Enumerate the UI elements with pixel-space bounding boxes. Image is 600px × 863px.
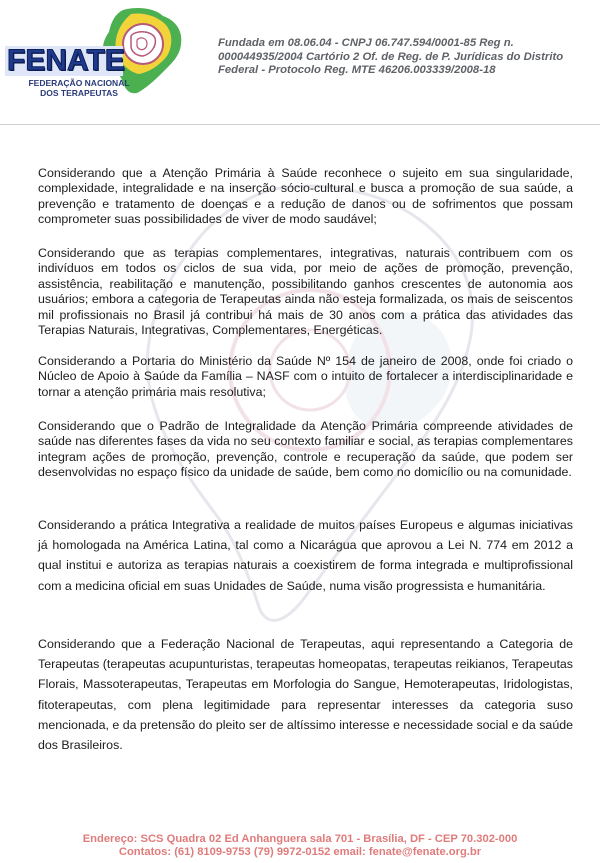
footer-contacts: Contatos: (61) 8109-9753 (79) 9972-0152 email: fenate@fenate.org.br <box>118 845 482 858</box>
paragraph-terapias-complementares: Considerando que as terapias complementares, integrativas, naturais contribuem com os indivíduos em todos os ciclos de sua vida, por meio de ações de promoção, prevenção, assistência, reabilitação e manutenção, possibilitando ganhos crescentes de autonomia aos usuários; embora a categoria de Terapeutas ainda não esteja formalizada, os mais de seiscentos mil profissionais no Brasil já contribui há mais de 30 anos com a prática das atividades das Terapias Naturais, Integrativas, Complementares, Energéticas. <box>38 246 573 338</box>
paragraph-federacao: Considerando que a Federação Nacional de Terapeutas, aqui representando a Categoria de Terapeutas (terapeutas acupunturistas, terapeutas homeopatas, terapeutas reikianos, Terapeutas Florais, Massoterapeutas, Terapeutas em Morfologia do Sangue, Hemoterapeutas, Iridologistas, fitoterapeutas, com plena legitimidade para representar interesses da categoria suso mencionada, e da pretensão do pleito ser de altíssimo interesse e necessidade social e da saúde dos Brasileiros. <box>38 637 573 753</box>
paragraph-padrao-integralidade: Considerando que o Padrão de Integralidade da Atenção Primária compreende atividades de saúde nas diferentes fases da vida no seu contexto familiar e social, as terapias complementares integram ações de promoção, prevenção, controle e recuperação da saúde, que podem ser desenvolvidas no espaço físico da unidade de saúde, bem como no domicílio ou na comunidade. <box>38 419 573 480</box>
letterhead-footer <box>0 833 600 863</box>
paragraph-atencao-primaria: Considerando que a Atenção Primária à Saúde reconhece o sujeito em sua singularidade, complexidade, integralidade e na inserção sócio-cultural e busca a promoção de sua saúde, a prevenção e tratamento de doenças e a redução de danos ou de sofrimentos que possam comprometer suas possibilidades de viver de modo saudável; <box>38 166 573 227</box>
letterhead <box>0 0 600 110</box>
registration-line-3: Federal - Protocolo Reg. MTE 46206.003339/2008-18 <box>218 64 496 77</box>
logo-wordmark: FENATE <box>7 44 125 77</box>
fenate-logo <box>5 6 215 104</box>
registration-line-2: 000044935/2004 Cartório 2 Of. de Reg. de P. Jurídicas do Distrito <box>218 50 564 63</box>
registration-line-1: Fundada em 08.06.04 - CNPJ 06.747.594/0001-85 Reg n. <box>218 37 514 49</box>
logo-subtitle: FEDERAÇÃO NACIONAL DOS TERAPEUTAS <box>28 78 130 98</box>
header-divider <box>0 124 600 125</box>
registration-info <box>218 37 598 78</box>
footer-address: Endereço: SCS Quadra 02 Ed Anhanguera sala 701 - Brasília, DF - CEP 70.302-000 <box>82 833 518 845</box>
paragraph-portaria-nasf: Considerando a Portaria do Ministério da Saúde Nº 154 de janeiro de 2008, onde foi criado o Núcleo de Apoio à Saúde da Família – NASF com o intuito de fortalecer a interdisciplinaridade e tornar a atenção primária mais resolutiva; <box>38 354 573 399</box>
paragraph-pratica-integrativa: Considerando a prática Integrativa a realidade de muitos países Europeus e algumas iniciativas já homologada na América Latina, tal como a Nicarágua que aprovou a Lei N. 774 em 2012 a qual institui e autoriza as terapias naturais a coexistirem de forma integrada e multiprofissional com a medicina oficial em suas Unidades de Saúde, numa visão progressista e humanitária. <box>38 518 573 593</box>
